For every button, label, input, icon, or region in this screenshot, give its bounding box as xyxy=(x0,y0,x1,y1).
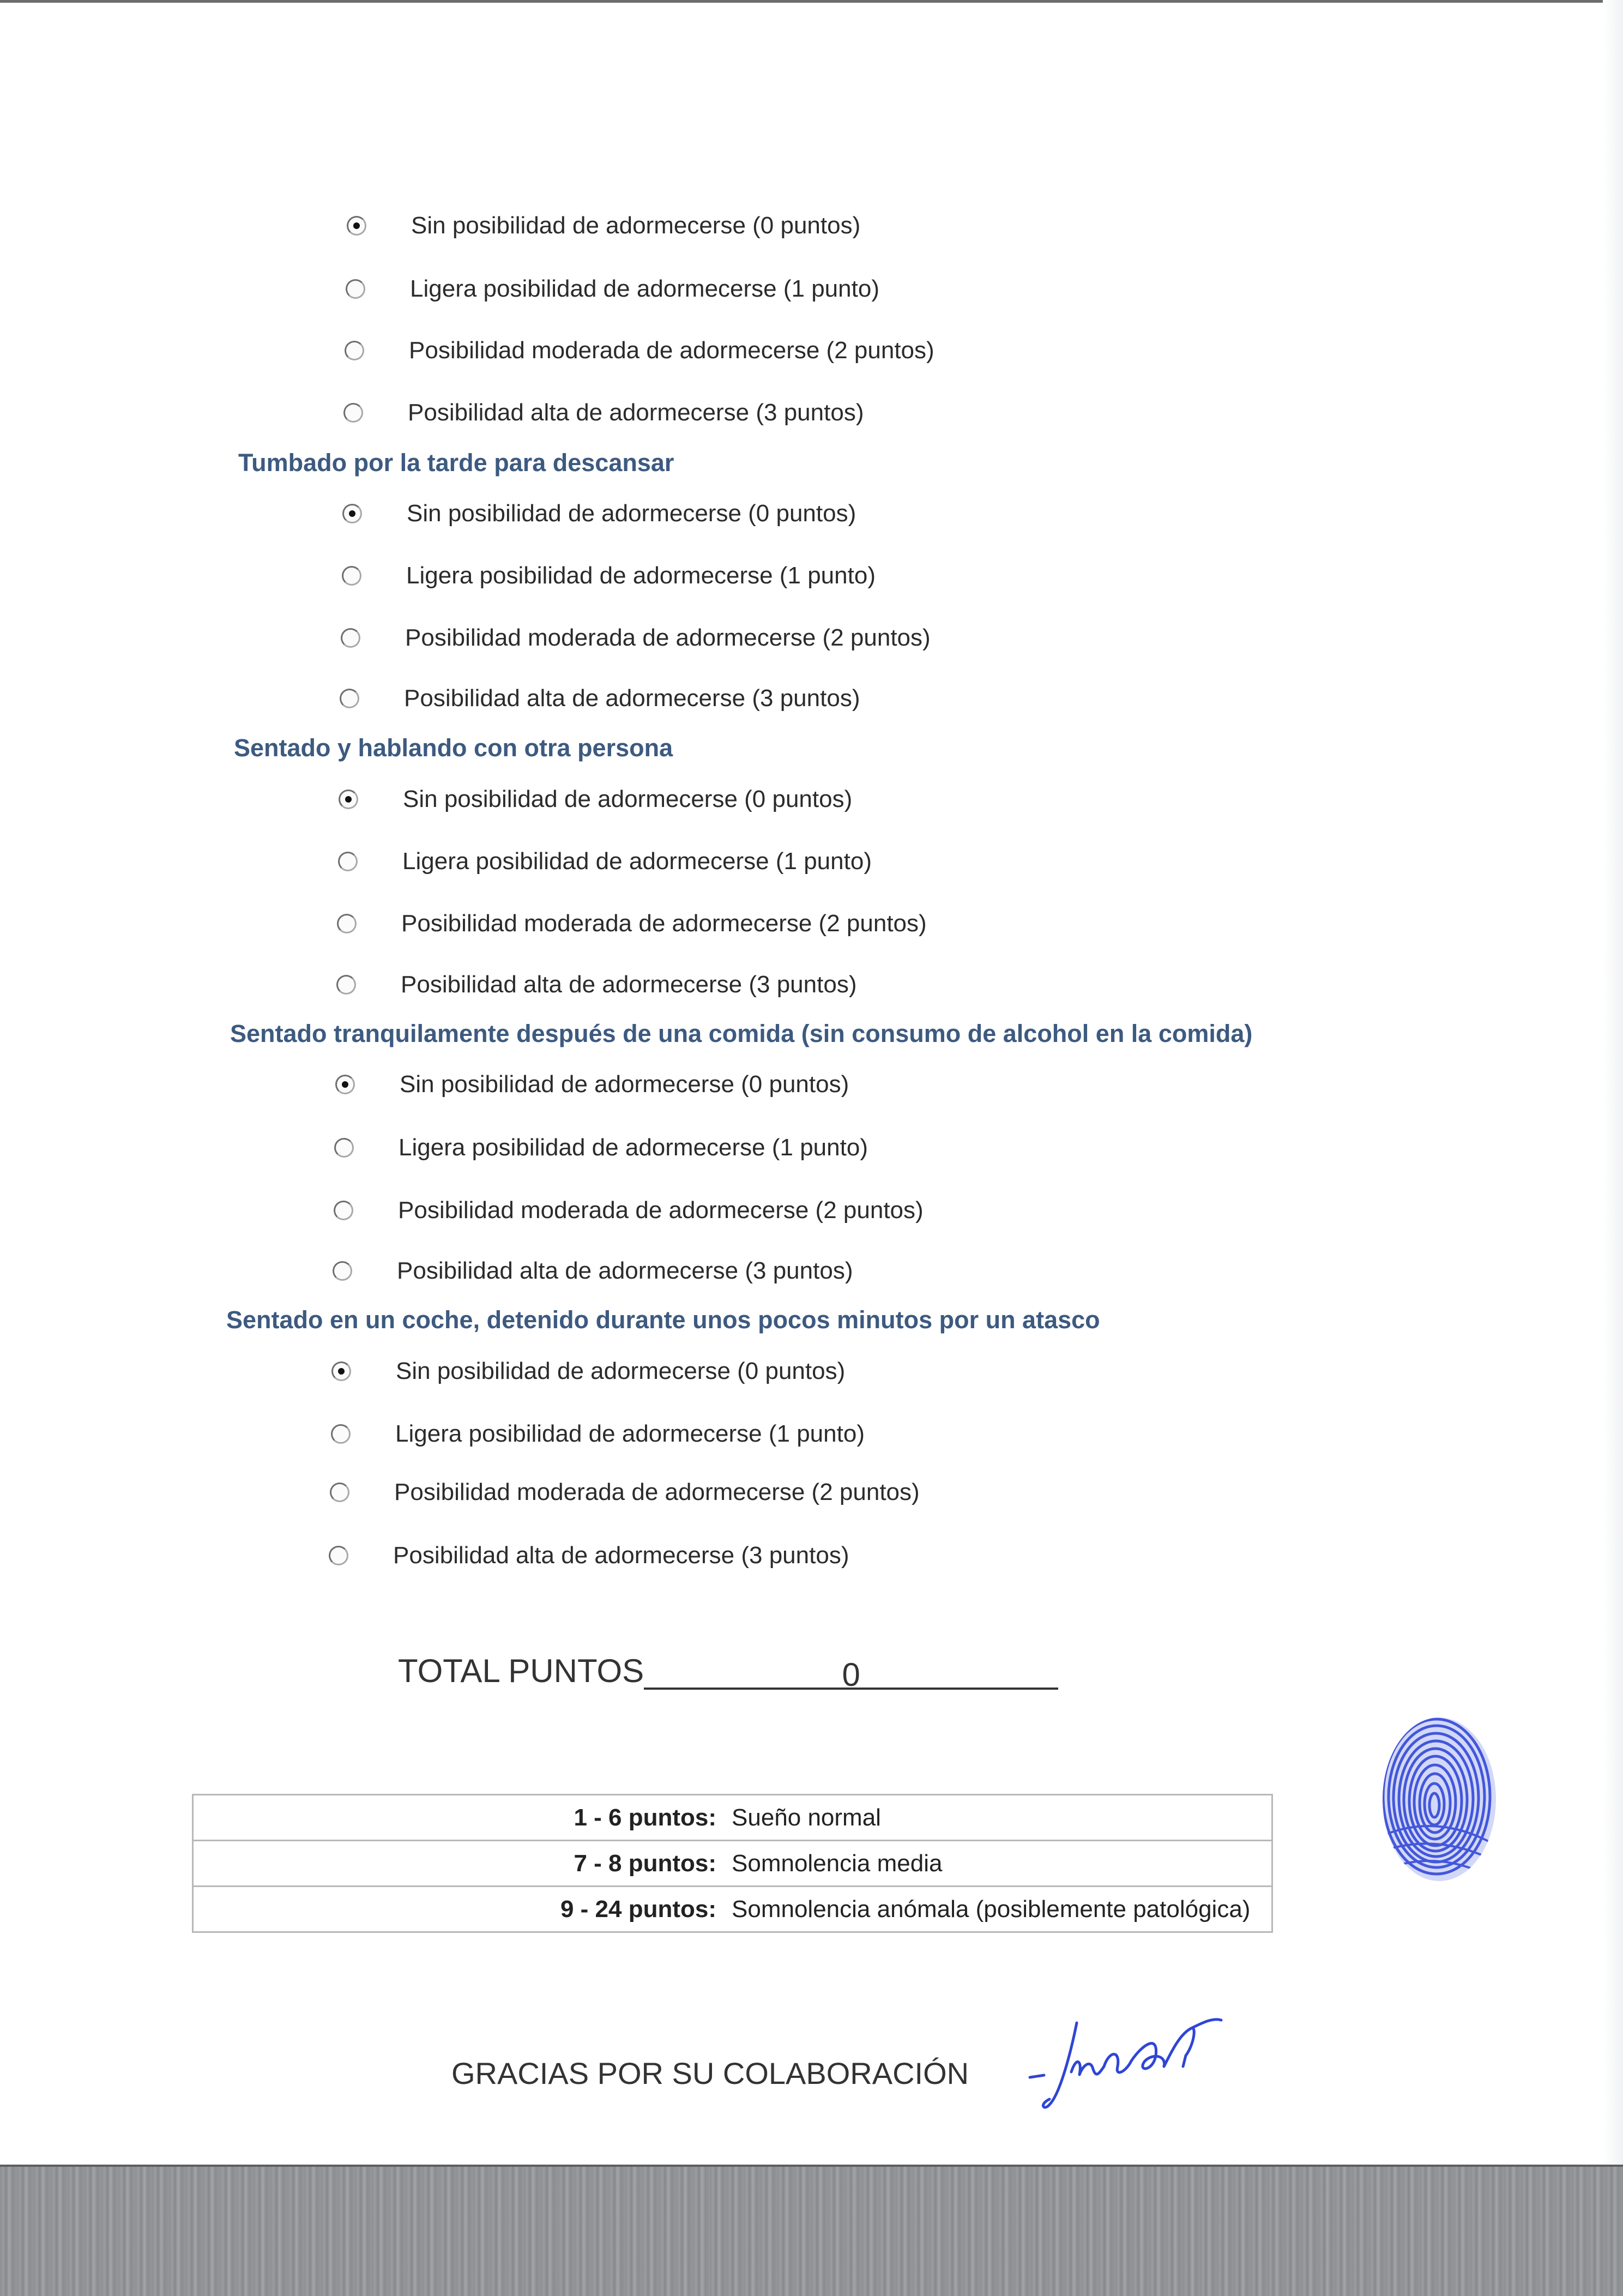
scale-description: Somnolencia anómala (posiblemente patológica) xyxy=(724,1887,1272,1932)
option-row[interactable] xyxy=(347,209,860,242)
option-label: Ligera posibilidad de adormecerse (1 punto) xyxy=(395,1420,865,1447)
option-row[interactable] xyxy=(346,273,879,305)
option-label: Posibilidad alta de adormecerse (3 puntos) xyxy=(401,971,857,998)
option-label: Ligera posibilidad de adormecerse (1 punto) xyxy=(410,275,879,302)
question-heading: Sentado tranquilamente después de una comida (sin consumo de alcohol en la comida) xyxy=(230,1020,1253,1047)
option-label: Posibilidad moderada de adormecerse (2 puntos) xyxy=(401,910,927,937)
radio-button-checked[interactable] xyxy=(335,1075,355,1094)
radio-button-checked[interactable] xyxy=(331,1361,351,1381)
score-scale-table xyxy=(192,1794,1273,1933)
option-row[interactable] xyxy=(345,334,934,367)
option-row[interactable] xyxy=(339,783,852,816)
radio-button[interactable] xyxy=(346,279,365,299)
option-row[interactable] xyxy=(342,497,856,530)
total-underline-right xyxy=(862,1656,1058,1690)
option-label: Posibilidad moderada de adormecerse (2 puntos) xyxy=(409,337,934,364)
radio-button[interactable] xyxy=(342,566,361,586)
total-points xyxy=(398,1652,1058,1693)
option-label: Posibilidad alta de adormecerse (3 puntos) xyxy=(393,1542,849,1569)
radio-button[interactable] xyxy=(330,1483,349,1502)
scale-range: 7 - 8 puntos: xyxy=(193,1841,725,1887)
option-row[interactable] xyxy=(335,1068,849,1101)
option-label: Posibilidad moderada de adormecerse (2 puntos) xyxy=(394,1479,920,1505)
option-row[interactable] xyxy=(338,845,872,878)
thanks-message: GRACIAS POR SU COLABORACIÓN xyxy=(451,2056,969,2090)
option-row[interactable] xyxy=(341,622,931,654)
radio-button[interactable] xyxy=(334,1201,353,1220)
radio-button-checked[interactable] xyxy=(339,790,358,809)
question-heading: Tumbado por la tarde para descansar xyxy=(238,449,674,477)
total-underline-left xyxy=(644,1656,840,1690)
option-label: Posibilidad moderada de adormecerse (2 puntos) xyxy=(398,1197,924,1224)
option-label: Sin posibilidad de adormecerse (0 puntos) xyxy=(411,212,861,239)
radio-button-checked[interactable] xyxy=(342,504,362,523)
option-row[interactable] xyxy=(330,1476,920,1509)
radio-button[interactable] xyxy=(343,403,363,423)
option-label: Posibilidad alta de adormecerse (3 puntos) xyxy=(408,399,864,426)
option-label: Sin posibilidad de adormecerse (0 puntos) xyxy=(403,786,853,812)
fingerprint-image xyxy=(1379,1715,1499,1884)
scale-range: 1 - 6 puntos: xyxy=(193,1795,725,1841)
radio-button[interactable] xyxy=(345,341,364,360)
option-row[interactable] xyxy=(340,682,860,715)
option-row[interactable] xyxy=(333,1255,853,1287)
radio-button[interactable] xyxy=(329,1546,348,1565)
option-label: Ligera posibilidad de adormecerse (1 punto) xyxy=(399,1134,868,1161)
question-heading: Sentado y hablando con otra persona xyxy=(234,734,673,762)
scan-top-edge xyxy=(0,0,1623,3)
option-row[interactable] xyxy=(329,1539,849,1572)
option-row[interactable] xyxy=(331,1418,865,1450)
option-label: Sin posibilidad de adormecerse (0 puntos) xyxy=(400,1071,849,1098)
option-label: Posibilidad alta de adormecerse (3 puntos) xyxy=(397,1257,853,1284)
scale-description: Sueño normal xyxy=(724,1795,1272,1841)
option-label: Ligera posibilidad de adormecerse (1 punto) xyxy=(402,848,872,875)
table-row xyxy=(193,1795,1272,1841)
radio-button[interactable] xyxy=(331,1424,351,1444)
radio-button[interactable] xyxy=(334,1138,354,1158)
option-label: Ligera posibilidad de adormecerse (1 punto) xyxy=(406,562,876,589)
scan-page-shade xyxy=(1603,0,1623,2165)
option-row[interactable] xyxy=(336,968,856,1001)
option-label: Sin posibilidad de adormecerse (0 puntos) xyxy=(396,1358,846,1384)
radio-button[interactable] xyxy=(341,628,360,648)
radio-button-checked[interactable] xyxy=(347,216,366,236)
radio-button[interactable] xyxy=(336,975,356,995)
option-row[interactable] xyxy=(342,559,876,592)
scanner-background xyxy=(0,2165,1623,2296)
handwritten-signature xyxy=(1028,2012,1229,2121)
total-label: TOTAL PUNTOS xyxy=(398,1653,644,1689)
total-value[interactable]: 0 xyxy=(840,1656,862,1690)
radio-button[interactable] xyxy=(338,852,358,871)
radio-button[interactable] xyxy=(337,914,357,933)
option-label: Posibilidad moderada de adormecerse (2 puntos) xyxy=(405,624,931,651)
radio-button[interactable] xyxy=(333,1261,352,1281)
option-row[interactable] xyxy=(334,1131,868,1164)
option-label: Sin posibilidad de adormecerse (0 puntos) xyxy=(407,500,856,527)
option-row[interactable] xyxy=(334,1194,924,1227)
option-row[interactable] xyxy=(343,396,864,429)
scale-description: Somnolencia media xyxy=(724,1841,1272,1887)
table-row xyxy=(193,1841,1272,1887)
option-label: Posibilidad alta de adormecerse (3 puntos) xyxy=(404,685,860,712)
radio-button[interactable] xyxy=(340,689,359,708)
table-row xyxy=(193,1887,1272,1932)
scale-range: 9 - 24 puntos: xyxy=(193,1887,725,1932)
option-row[interactable] xyxy=(331,1355,845,1388)
question-heading: Sentado en un coche, detenido durante unos pocos minutos por un atasco xyxy=(226,1306,1100,1334)
option-row[interactable] xyxy=(337,907,927,940)
